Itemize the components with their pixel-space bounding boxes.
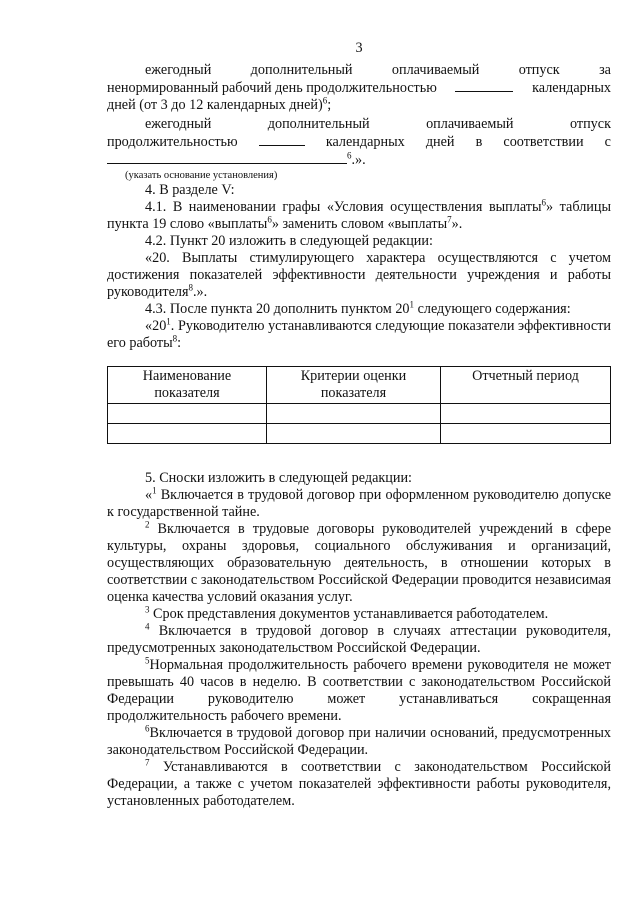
- footnote-number: 4: [145, 621, 150, 632]
- footnote-text: Включается в трудовой договор при наличии оснований, предусмотренных законодательством Российской Федерации.: [107, 725, 611, 758]
- leave-text-days: дней (от 3 до 12 календарных дней): [107, 97, 323, 113]
- indicators-table: [107, 366, 611, 444]
- leave-line-3: [107, 151, 611, 169]
- word: отпуск: [518, 62, 560, 78]
- word: календарных: [325, 134, 405, 150]
- footnote-text: Включается в трудовые договоры руководителей учреждений в сфере культуры, охраны здоровья, социального обслуживания и организаций, осуществляющих образовательную деятельность, в отношении которых в соответствии с законодательством Российской Федерации проводится независимая оценка качества условий оказания услуг.: [107, 521, 611, 605]
- item-4: 4. В разделе V:: [145, 182, 235, 198]
- leave-block-other: [107, 116, 611, 182]
- quote-mark: «: [145, 487, 153, 503]
- word: соответствии: [503, 134, 584, 150]
- word: оплачиваемый: [391, 62, 480, 78]
- leave-line-2: [107, 133, 611, 151]
- word: продолжительностью: [107, 134, 238, 150]
- item-4-3: 4.3. После пункта 20 дополнить пунктом $20^1$ следующего содержания:: [145, 299, 571, 317]
- footnote-ref: 6: [347, 150, 352, 161]
- footnote-number: 1: [152, 485, 157, 496]
- footnote-item: [107, 606, 611, 623]
- document-body: [107, 62, 611, 810]
- footnote-item: [107, 487, 611, 521]
- punct: .».: [351, 152, 366, 168]
- item-20-1-text: «$20^1$. Руководителю устанавливаются следующие показатели эффективности его работы$^8$:: [107, 316, 611, 351]
- blank-field: [107, 151, 347, 164]
- item-20-text: «20. Выплаты стимулирующего характера осуществляются с учетом достижения показателей эффективности деятельности учреждения и работы руководителя$^8$.».: [107, 250, 611, 300]
- item-4-1: 4.1. В наименовании графы «Условия осуществления выплаты$^6$» таблицы пункта 19 слово «выплаты$^6$» заменить словом «выплаты$^7$».: [107, 197, 611, 232]
- word: дополнительный: [250, 62, 353, 78]
- footnote-number: 7: [145, 757, 150, 768]
- table-cell: [267, 424, 441, 444]
- footnote-number: 5: [145, 655, 150, 666]
- fill-hint: (указать основание установления): [125, 170, 278, 181]
- footnote-item: [107, 725, 611, 759]
- page-number: 3: [355, 40, 363, 56]
- table-cell: [441, 424, 611, 444]
- table-cell: [441, 404, 611, 424]
- leave-block-irregular: [107, 62, 611, 114]
- footnote-text: Нормальная продолжительность рабочего времени руководителя не может превышать 40 часов в неделю. В соответствии с законодательством Российской Федерации руководителю может устанавливаться сокращенная продолжительность рабочего времени.: [107, 657, 611, 724]
- word: за: [599, 62, 611, 78]
- item-4-2: 4.2. Пункт 20 изложить в следующей редакции:: [145, 233, 433, 249]
- table-cell: [108, 404, 267, 424]
- table-cell: [267, 404, 441, 424]
- word: дней: [425, 134, 455, 150]
- table-row: [108, 424, 611, 444]
- footnotes-list: [107, 487, 611, 810]
- word: ежегодный: [145, 116, 212, 132]
- footnote-number: 3: [145, 604, 150, 615]
- footnotes-intro: 5. Сноски изложить в следующей редакции:: [145, 470, 412, 486]
- word: оплачиваемый: [426, 116, 514, 132]
- table-cell: [108, 424, 267, 444]
- table-header-cell: Наименование показателя: [108, 367, 267, 404]
- footnote-text: Устанавливаются в соответствии с законодательством Российской Федерации, а также с учетом показателей эффективности работы руководителя, установленных работодателем.: [107, 759, 611, 809]
- word: ежегодный: [145, 62, 212, 78]
- word: дополнительный: [267, 116, 370, 132]
- leave-line-2: [107, 79, 611, 97]
- footnote-text: Включается в трудовой договор при оформленном руководителю допуске к государственной тайне.: [107, 487, 611, 520]
- leave-line-3: [107, 97, 611, 114]
- table-header-cell: Отчетный период: [441, 367, 611, 404]
- blank-field: [455, 79, 513, 92]
- footnote-item: [107, 521, 611, 606]
- leave-line-1: [107, 116, 611, 133]
- footnote-number: 2: [145, 519, 150, 530]
- table-header-cell: Критерии оценки показателя: [267, 367, 441, 404]
- table-header-row: [108, 367, 611, 404]
- footnote-item: [107, 623, 611, 657]
- footnote-item: [107, 657, 611, 725]
- word: в: [475, 134, 483, 150]
- footnote-number: 6: [145, 723, 150, 734]
- footnote-text: Включается в трудовой договор в случаях аттестации руководителя, предусмотренных законодательством Российской Федерации.: [107, 623, 611, 656]
- footnote-item: [107, 759, 611, 810]
- footnote-text: Срок представления документов устанавливается работодателем.: [149, 606, 549, 622]
- leave-text: ненормированный рабочий день продолжительностью: [107, 80, 437, 96]
- blank-field: [259, 133, 305, 146]
- leave-text-end: календарных: [532, 80, 611, 96]
- leave-line-1: [107, 62, 611, 79]
- word: отпуск: [569, 116, 611, 132]
- table-row: [108, 404, 611, 424]
- punct: ;: [327, 97, 332, 113]
- word: с: [604, 134, 611, 150]
- footnote-ref: 6: [322, 95, 328, 106]
